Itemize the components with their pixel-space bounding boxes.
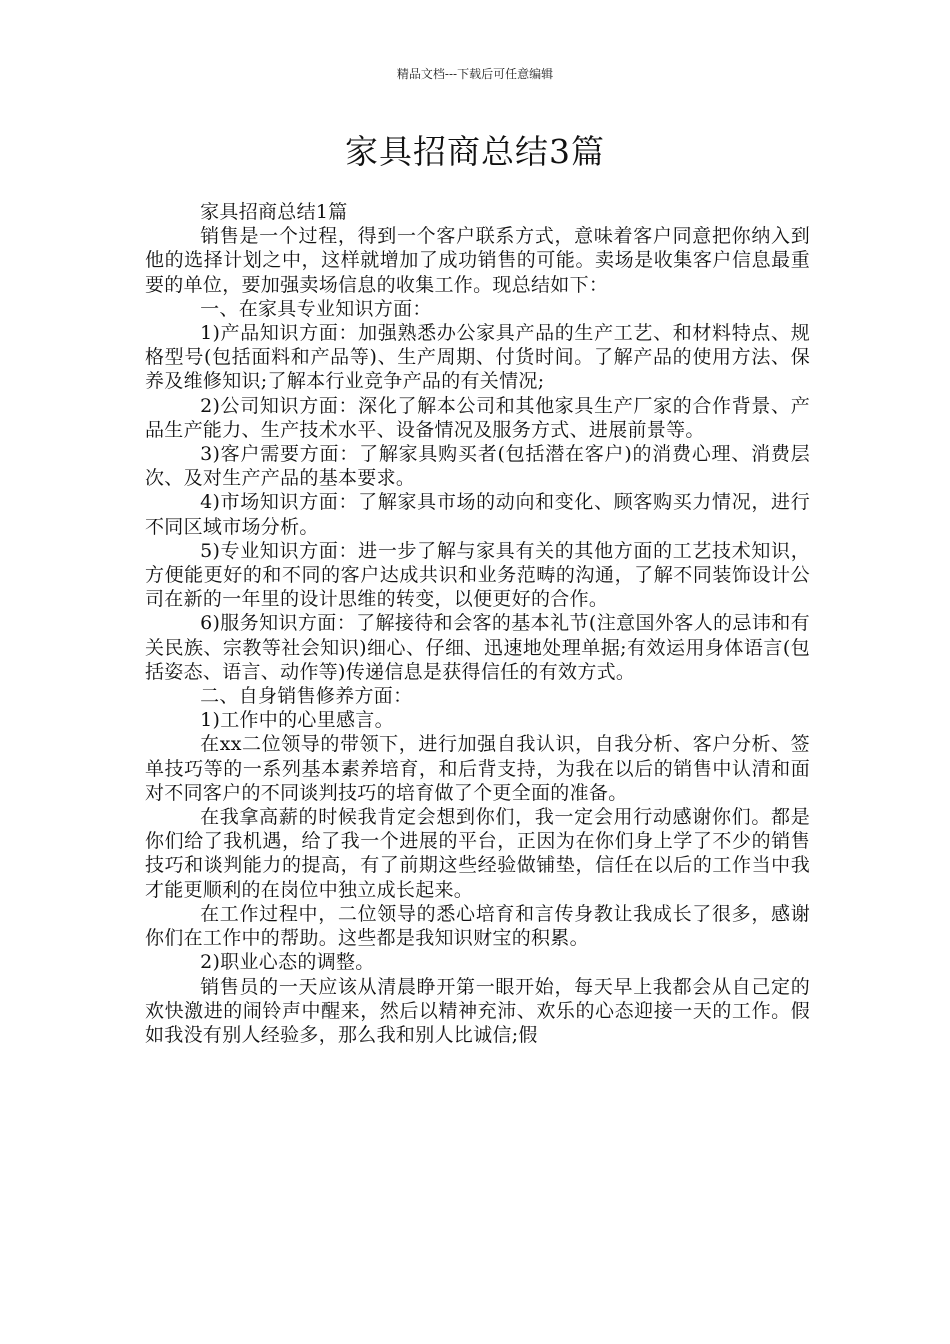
paragraph: 在xx二位领导的带领下，进行加强自我认识，自我分析、客户分析、签单技巧等的一系列基本素养培育，和后背支持，为我在以后的销售中认清和面对不同客户的不同谈判技巧的培育做了个更全面的准备。 xyxy=(145,733,810,804)
document-title: 家具招商总结3篇 xyxy=(345,132,605,171)
paragraph: 1)产品知识方面：加强熟悉办公家具产品的生产工艺、和材料特点、规格型号(包括面料和产品等)、生产周期、付货时间。了解产品的使用方法、保养及维修知识;了解本行业竞争产品的有关情况; xyxy=(145,322,810,393)
section-heading: 一、在家具专业知识方面： xyxy=(200,297,432,320)
paragraph: 6)服务知识方面：了解接待和会客的基本礼节(注意国外客人的忌讳和有关民族、宗教等社会知识)细心、仔细、迅速地处理单据;有效运用身体语言(包括姿态、语言、动作等)传递信息是获得信任的有效方式。 xyxy=(145,612,810,683)
paragraph: 4)市场知识方面：了解家具市场的动向和变化、顾客购买力情况，进行不同区域市场分析。 xyxy=(145,491,810,538)
document-body xyxy=(145,200,810,1047)
paragraph: 3)客户需要方面：了解家具购买者(包括潜在客户)的消费心理、消费层次、及对生产产品的基本要求。 xyxy=(145,443,810,490)
paragraph: 销售是一个过程，得到一个客户联系方式，意味着客户同意把你纳入到他的选择计划之中，这样就增加了成功销售的可能。卖场是收集客户信息最重要的单位，要加强卖场信息的收集工作。现总结如下： xyxy=(145,225,810,296)
section-heading: 二、自身销售修养方面： xyxy=(200,685,413,708)
page-header: 精品文档---下载后可任意编辑 xyxy=(396,67,554,81)
subsection-heading: 1)工作中的心里感言。 xyxy=(200,709,394,732)
paragraph: 5)专业知识方面：进一步了解与家具有关的其他方面的工艺技术知识，方便能更好的和不同的客户达成共识和业务范畴的沟通，了解不同装饰设计公司在新的一年里的设计思维的转变，以便更好的合作。 xyxy=(145,539,810,611)
paragraph: 在我拿高薪的时候我肯定会想到你们，我一定会用行动感谢你们。都是你们给了我机遇，给了我一个进展的平台，正因为在你们身上学了不少的销售技巧和谈判能力的提高，有了前期这些经验做铺垫，信任在以后的工作当中我才能更顺利的在岗位中独立成长起来。 xyxy=(145,806,810,901)
paragraph: 2)公司知识方面：深化了解本公司和其他家具生产厂家的合作背景、产品生产能力、生产技术水平、设备情况及服务方式、进展前景等。 xyxy=(145,394,810,441)
paragraph: 销售员的一天应该从清晨睁开第一眼开始，每天早上我都会从自己定的欢快激进的闹铃声中醒来，然后以精神充沛、欢乐的心态迎接一天的工作。假如我没有别人经验多，那么我和别人比诚信;假 xyxy=(145,975,810,1046)
paragraph: 在工作过程中，二位领导的悉心培育和言传身教让我成长了很多，感谢你们在工作中的帮助。这些都是我知识财宝的积累。 xyxy=(145,902,810,950)
section-heading: 家具招商总结1篇 xyxy=(200,201,348,223)
subsection-heading: 2)职业心态的调整。 xyxy=(200,951,375,974)
